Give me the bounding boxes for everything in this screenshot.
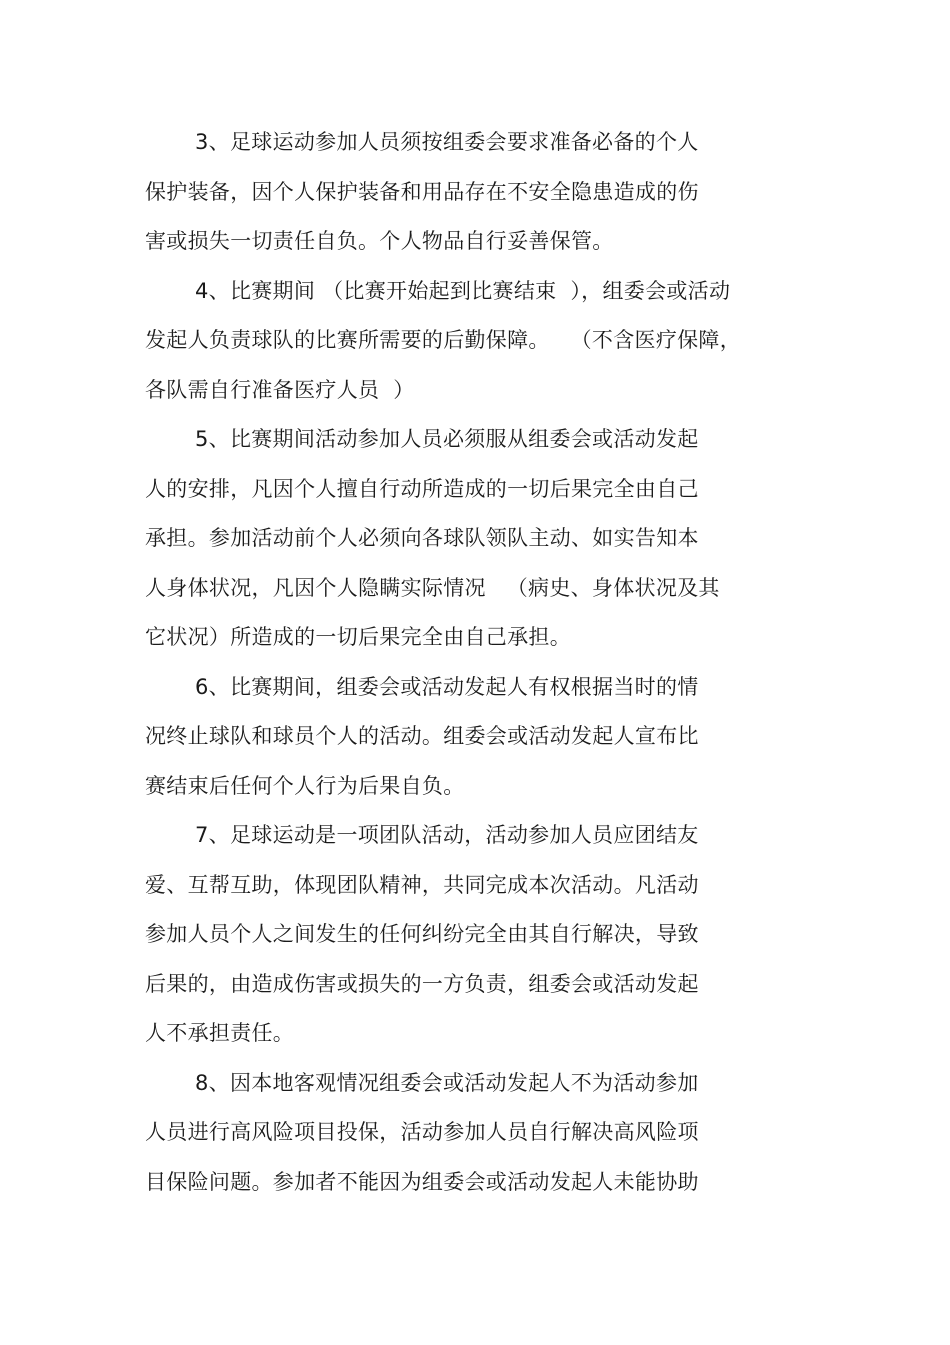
paragraph-line: 5、比赛期间活动参加人员必须服从组委会或活动发起 (195, 427, 699, 451)
paragraph-line: 7、足球运动是一项团队活动，活动参加人员应团结友 (195, 823, 699, 847)
paragraph-line: 爱、互帮互助，体现团队精神，共同完成本次活动。凡活动 (145, 872, 699, 897)
paragraph-line: 保护装备，因个人保护装备和用品存在不安全隐患造成的伤 (145, 179, 699, 204)
paragraph-line: 8、因本地客观情况组委会或活动发起人不为活动参加 (195, 1070, 699, 1095)
paragraph-line: 况终止球队和球员个人的活动。组委会或活动发起人宣布比 (145, 724, 699, 748)
paragraph-item-7 (145, 815, 805, 1063)
paragraph-line: 人不承担责任。 (145, 1021, 295, 1045)
paragraph-line: 人员进行高风险项目投保，活动参加人员自行解决高风险项 (145, 1120, 699, 1144)
paragraph-line: 人的安排，凡因个人擅自行动所造成的一切后果完全由自己 (145, 476, 699, 501)
paragraph-line: 4、比赛期间 （比赛开始起到比赛结束 ），组委会或活动 (195, 278, 731, 303)
paragraph-item-8 (145, 1063, 805, 1212)
paragraph-line: 害或损失一切责任自负。个人物品自行妥善保管。 (145, 229, 614, 253)
paragraph-item-5 (145, 419, 805, 667)
paragraph-line: 目保险问题。参加者不能因为组委会或活动发起人未能协助 (145, 1169, 699, 1194)
paragraph-line: 参加人员个人之间发生的任何纠纷完全由其自行解决，导致 (145, 922, 699, 946)
paragraph-line: 它状况）所造成的一切后果完全由自己承担。 (145, 625, 571, 649)
paragraph-line: 赛结束后任何个人行为后果自负。 (145, 773, 465, 798)
paragraph-line: 6、比赛期间，组委会或活动发起人有权根据当时的情 (195, 674, 699, 699)
paragraph-line: 3、足球运动参加人员须按组委会要求准备必备的个人 (195, 130, 699, 154)
paragraph-item-4 (145, 271, 805, 420)
paragraph-line: 各队需自行准备医疗人员 ） (145, 377, 415, 402)
paragraph-line: 发起人负责球队的比赛所需要的后勤保障。 （不含医疗保障， (145, 328, 742, 352)
document-body (145, 122, 805, 1211)
paragraph-line: 承担。参加活动前个人必须向各球队领队主动、如实告知本 (145, 526, 699, 550)
paragraph-item-3 (145, 122, 805, 271)
paragraph-item-6 (145, 667, 805, 816)
paragraph-line: 后果的，由造成伤害或损失的一方负责，组委会或活动发起 (145, 971, 699, 996)
paragraph-line: 人身体状况，凡因个人隐瞒实际情况 （病史、身体状况及其 (145, 575, 720, 600)
